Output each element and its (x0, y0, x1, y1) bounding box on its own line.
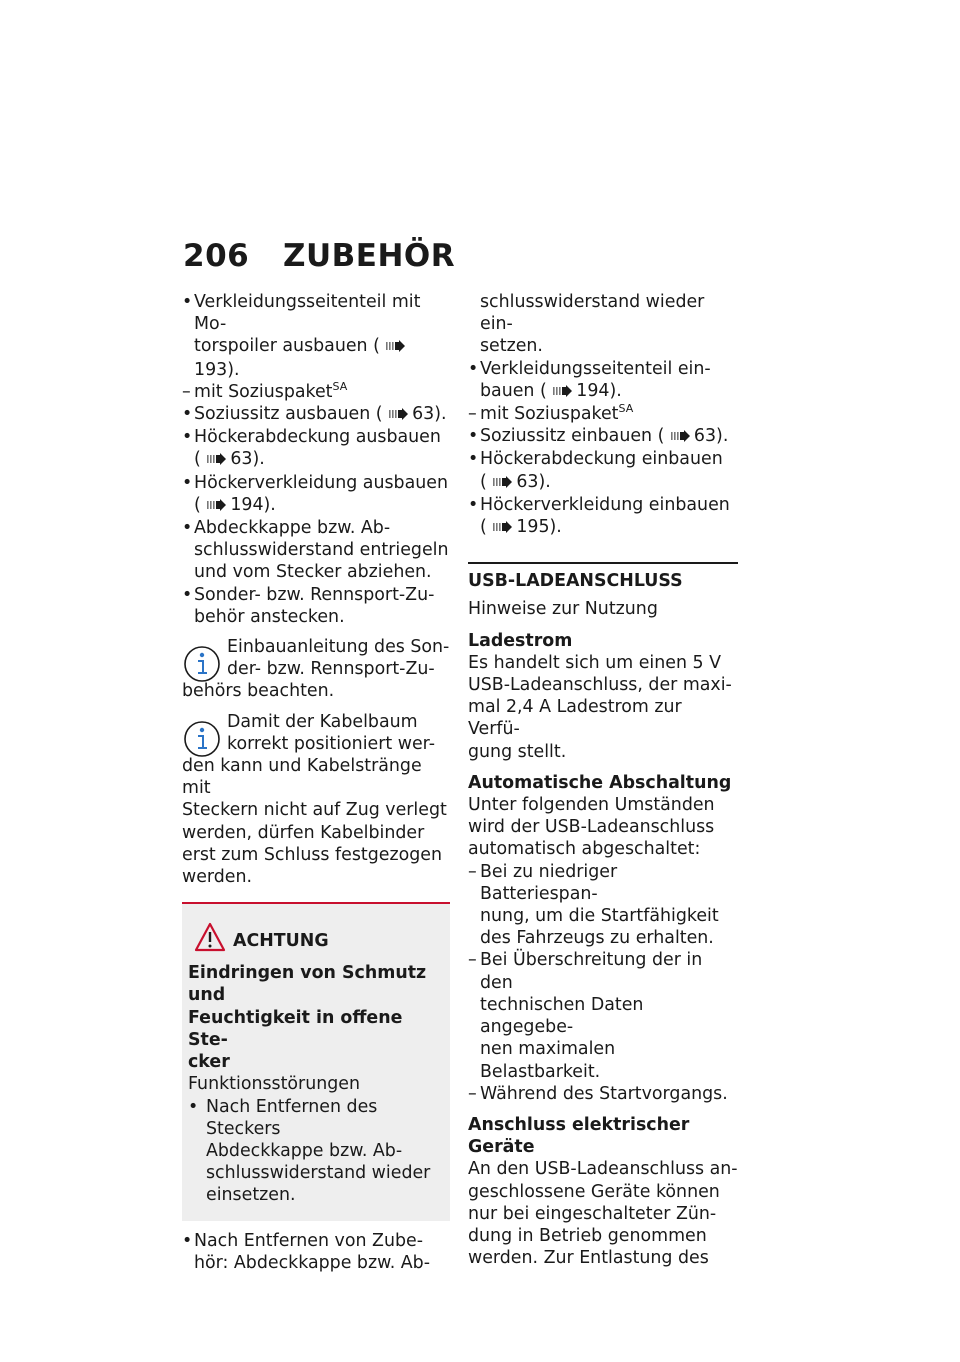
list-item: • Höckerverkleidung einbauen ( 195). (468, 494, 738, 539)
section-title: USB-LADEANSCHLUSS (468, 571, 683, 592)
info-icon (182, 719, 222, 765)
list-item: • Verkleidungsseitenteil mit Mo- torspoiler ausbauen ( 193). (182, 292, 421, 380)
warning-icon (194, 922, 226, 952)
subheading: Ladestrom (468, 630, 573, 651)
page-reference-icon (386, 336, 406, 358)
list-item: – mit Soziuspaket$^{SA}$ (182, 380, 348, 402)
page-reference-icon (671, 426, 691, 448)
list-item: • Abdeckkappe bzw. Ab- schlusswiderstand entriegeln und vom Stecker abziehen. (182, 518, 449, 583)
list-item: • Nach Entfernen von Zube- hör: Abdeckkappe bzw. Ab- (182, 1230, 430, 1273)
list-item: • Verkleidungsseitenteil ein- bauen ( 194). (468, 358, 738, 403)
page-reference-icon (493, 472, 513, 494)
info-icon (182, 644, 222, 690)
list-item: • Höckerverkleidung ausbauen ( 194). (182, 472, 450, 517)
section-subtitle: Hinweise zur Nutzung (468, 599, 658, 620)
page-reference-icon (207, 449, 227, 471)
list-item: – Während des Startvorgangs. (468, 1083, 728, 1104)
section-divider (468, 562, 738, 564)
list-item: • Soziussitz ausbauen ( 63). (182, 403, 450, 426)
warning-title: ACHTUNG (233, 931, 329, 952)
page-reference-icon (553, 381, 573, 403)
warning-consequence: Funktionsstörungen (188, 1074, 361, 1095)
info-note: Einbauanleitung des Son- der- bzw. Rennsport-Zu- behörs beachten. (182, 637, 450, 702)
subheading: Anschluss elektrischer Geräte (468, 1114, 690, 1158)
page-reference-icon (493, 517, 513, 539)
list-item: • Höckerabdeckung ausbauen ( 63). (182, 426, 450, 471)
warning-box: ACHTUNG Eindringen von Schmutz und Feuchtigkeit in offene Ste- cker Funktionsstörungen • Nach Entfernen des Steckers Abdeckkappe bzw. Ab- schlusswiderstand wieder einsetzen. (182, 902, 450, 1220)
page-reference-icon (207, 495, 227, 517)
right-column: schlusswiderstand wieder ein- setzen. • Verkleidungsseitenteil ein- bauen ( 194). – mit Soziuspaket$^{SA}$ • Soziussitz einbauen ( 63). • Höckerabdeckung einbauen ( 63). • Höckerverkleidung einbauen ( 195). USB-LADEANSCHLUSS Hinweise zur Nutzung Ladestrom Es handelt sich um einen 5 V USB-Ladeanschluss, der maxi- mal 2,4 A Ladestrom zur Verfü- gung stellt. Automatische Abschaltung Unter folgenden Umständen wird der USB-Ladeanschluss automatisch abgeschaltet: – Bei zu niedriger Batteriespan- nung, um die Startfähigkeit des Fahrzeugs zu erhalten. – Bei Überschreitung der in den technischen Daten angegebe- nen maximalen Belastbarkeit. – Während des Startvorgangs. Anschluss elektrischer Geräte An den USB-Ladeanschluss an- geschlossene Geräte können nur bei eingeschalteter Zün- dung in Betrieb genommen werden. Zur Entlastung des (468, 292, 738, 1269)
chapter-title: ZUBEHÖR (283, 238, 456, 274)
list-item: • Höckerabdeckung einbauen ( 63). (468, 448, 738, 493)
list-item: – Bei zu niedriger Batteriespan- nung, um die Startfähigkeit des Fahrzeugs zu erhalten. (468, 861, 719, 949)
page-reference-icon (389, 404, 409, 426)
warning-action: • Nach Entfernen des Steckers Abdeckkappe bzw. Ab- schlusswiderstand wieder einsetzen. (188, 1096, 431, 1206)
info-note: Damit der Kabelbaum korrekt positioniert wer- den kann und Kabelstränge mit Steckern nicht auf Zug verlegt werden, dürfen Kabelbinder erst zum Schluss festgezogen werden. (182, 711, 447, 888)
page-header (183, 238, 455, 274)
list-item: – Bei Überschreitung der in den technischen Daten angegebe- nen maximalen Belastbarkeit. (468, 950, 703, 1082)
subheading: Automatische Abschaltung (468, 772, 732, 793)
list-item: • Sonder- bzw. Rennsport-Zu- behör anstecken. (182, 584, 435, 627)
list-item: • Soziussitz einbauen ( 63). (468, 425, 738, 448)
page-number: 206 (183, 238, 250, 274)
continued-item: schlusswiderstand wieder ein- setzen. (480, 292, 705, 357)
left-column (182, 291, 450, 1274)
list-item: – mit Soziuspaket$^{SA}$ (468, 402, 634, 425)
